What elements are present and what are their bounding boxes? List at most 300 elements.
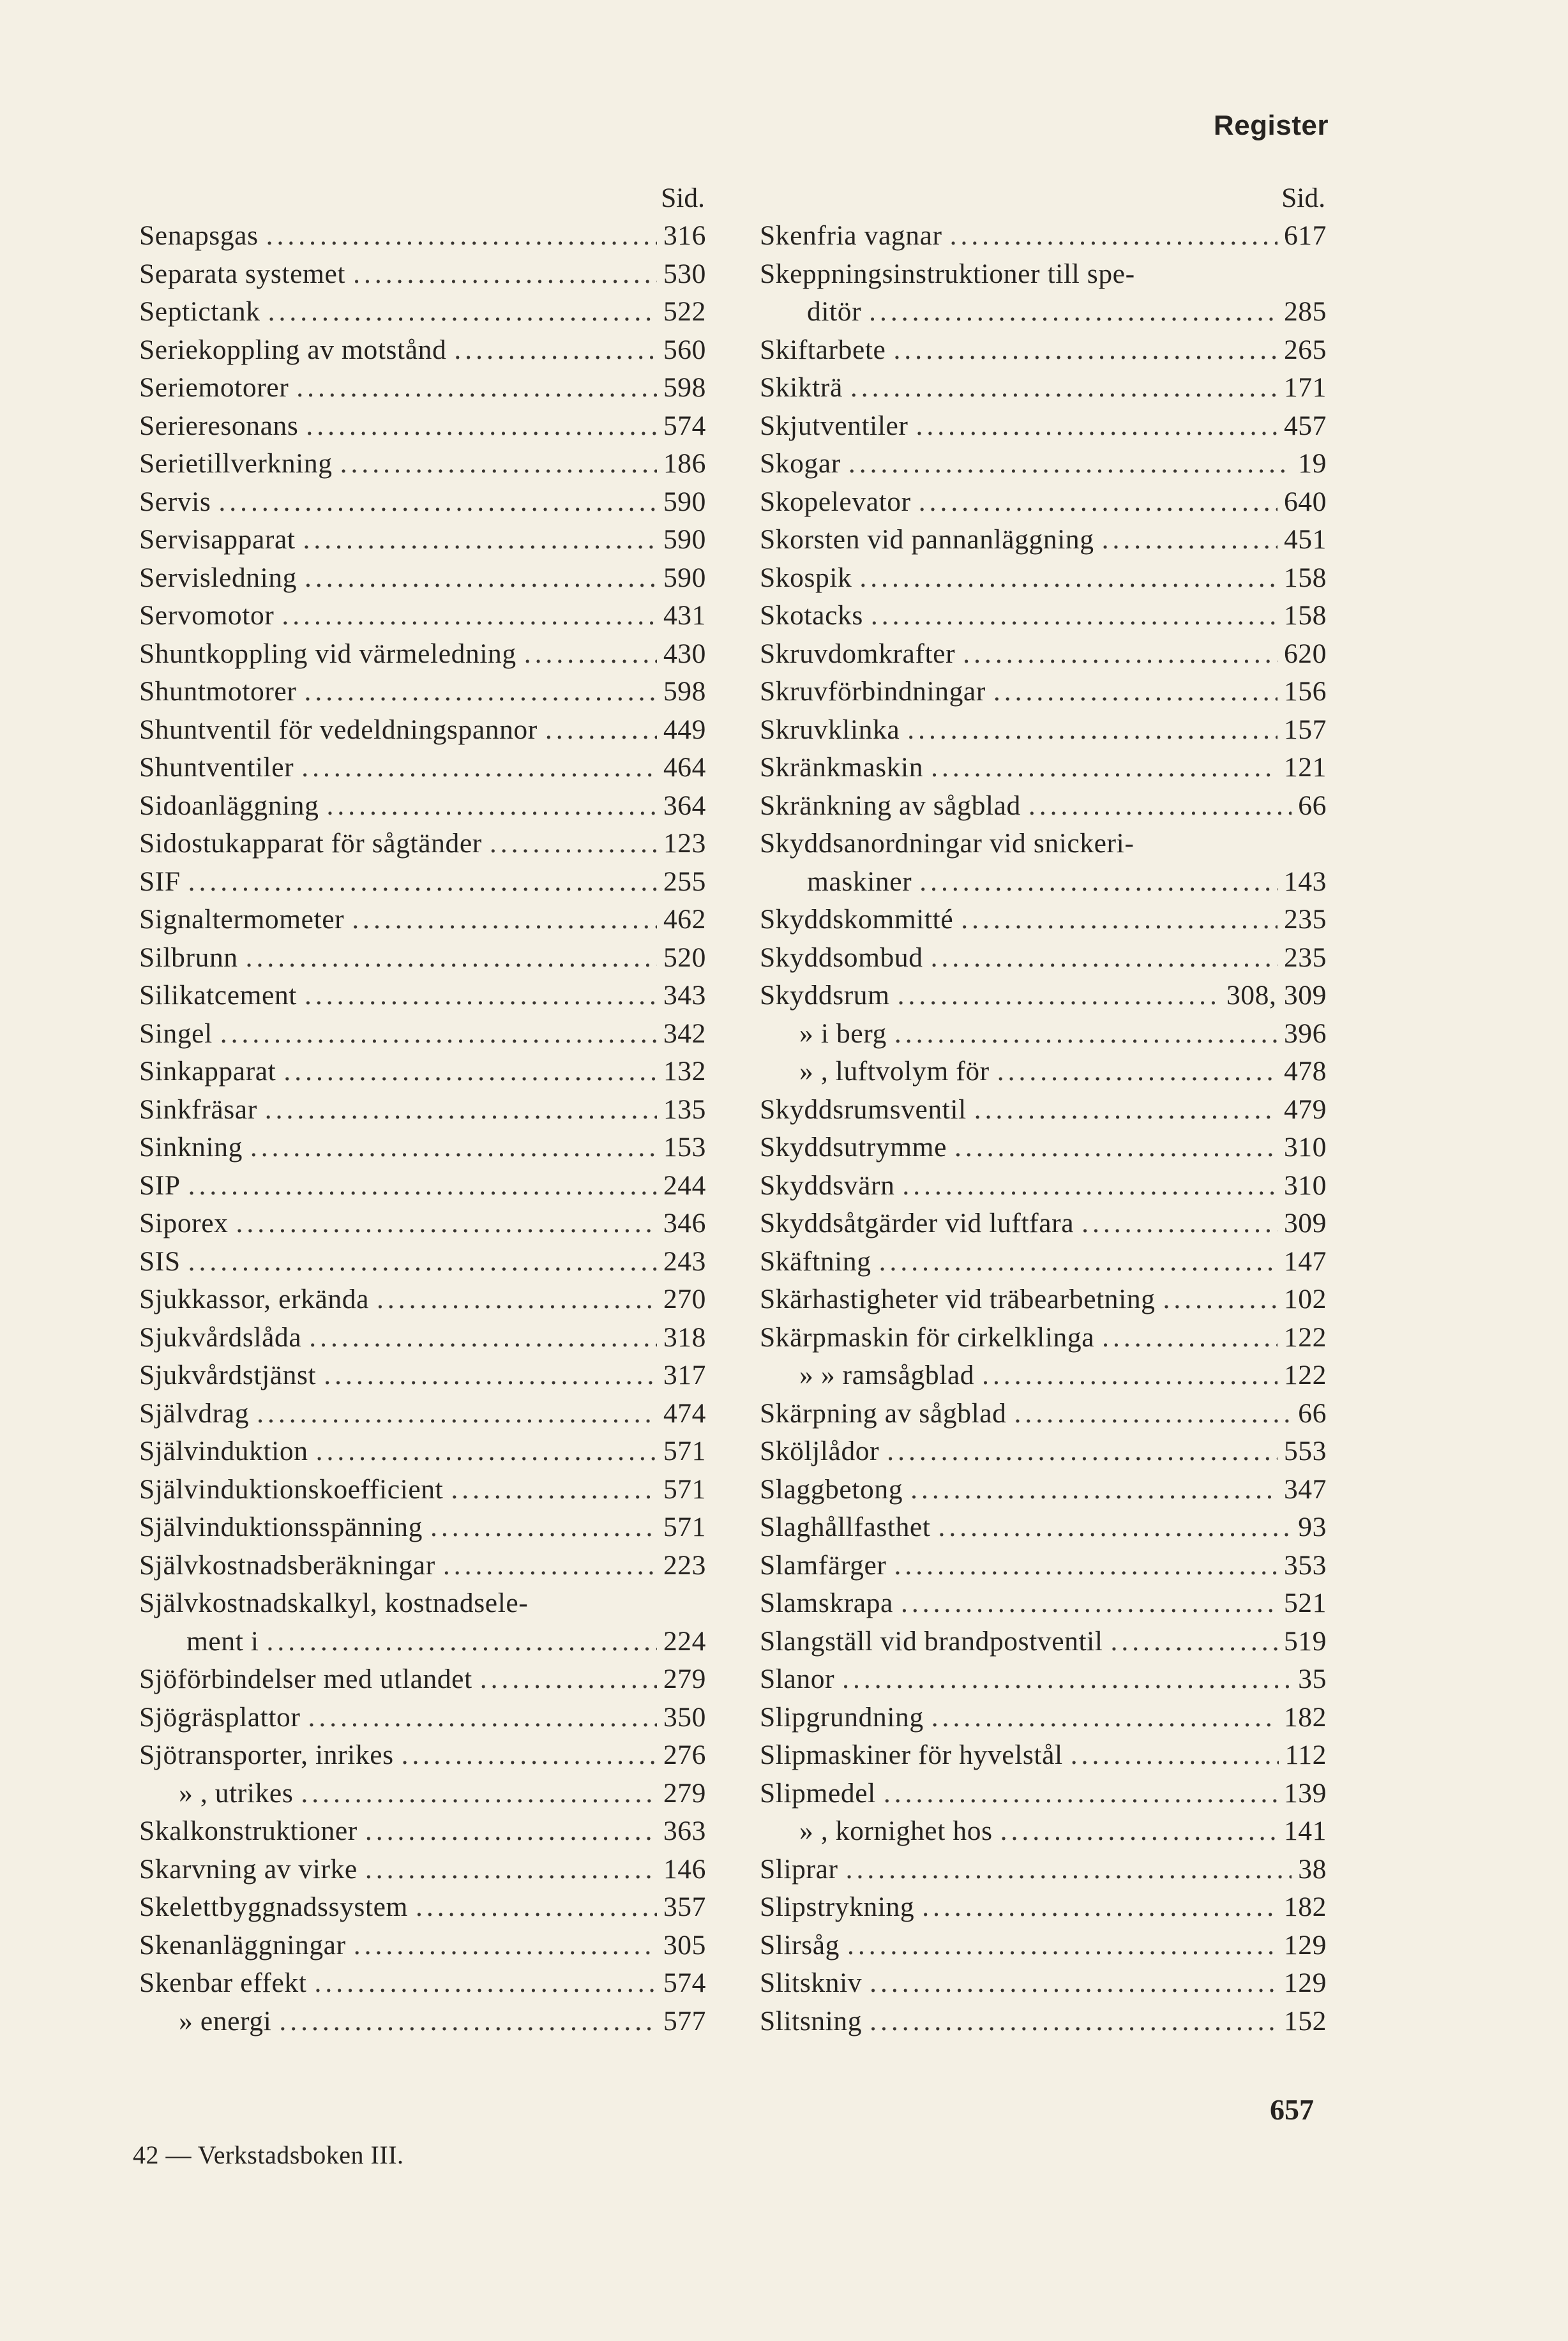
- index-entry: [139, 901, 706, 939]
- index-page-ref: 135: [663, 1094, 706, 1125]
- index-page-ref: 342: [663, 1018, 706, 1049]
- index-entry: [139, 217, 706, 255]
- index-entry: [760, 1357, 1327, 1395]
- index-term: Slitsning: [760, 2005, 863, 2036]
- dot-leader: [871, 597, 1278, 635]
- index-page-ref: 530: [663, 258, 706, 289]
- index-entry: [139, 1927, 706, 1965]
- index-term: Slipmaskiner för hyvelstål: [760, 1740, 1063, 1770]
- index-entry: [139, 1281, 706, 1319]
- index-page-ref: 153: [663, 1132, 706, 1163]
- index-entry: [760, 1433, 1327, 1471]
- index-term: » energi: [179, 2005, 272, 2036]
- index-page-ref: 316: [663, 220, 706, 251]
- dot-leader: [282, 597, 657, 635]
- index-entry: [139, 369, 706, 407]
- index-term: Slipmedel: [760, 1777, 876, 1809]
- dot-leader: [931, 749, 1278, 787]
- index-entry: [139, 597, 706, 635]
- dot-leader: [326, 787, 656, 825]
- index-entry: [760, 1623, 1327, 1661]
- index-entry: [760, 1964, 1327, 2003]
- index-entry: [139, 1015, 706, 1053]
- dot-leader: [1014, 1395, 1292, 1433]
- index-term: Skjutventiler: [760, 410, 908, 441]
- dot-leader: [910, 1471, 1278, 1509]
- index-entry: [760, 1243, 1327, 1281]
- dot-leader: [451, 1471, 657, 1509]
- index-term: Sinkapparat: [139, 1056, 276, 1087]
- index-term: Slanor: [760, 1664, 835, 1694]
- index-entry: [139, 1812, 706, 1851]
- dot-leader: [352, 901, 657, 939]
- index-term: Självinduktionskoefficient: [139, 1473, 444, 1505]
- index-entry: [760, 407, 1327, 446]
- index-page-ref: 243: [663, 1246, 706, 1277]
- index-entry: [760, 1319, 1327, 1357]
- index-entry: [760, 711, 1327, 749]
- dot-leader: [997, 1053, 1278, 1091]
- index-term: Skyddsrum: [760, 980, 890, 1011]
- index-term: Skalkonstruktioner: [139, 1816, 358, 1846]
- index-entry: [760, 293, 1327, 331]
- dot-leader: [963, 635, 1278, 674]
- index-page-ref: 462: [663, 904, 706, 935]
- dot-leader: [377, 1281, 657, 1319]
- dot-leader: [894, 1015, 1278, 1053]
- index-entry: [139, 1660, 706, 1699]
- index-term: Skränkning av sågblad: [760, 790, 1021, 821]
- index-term: Skyddsvärn: [760, 1170, 895, 1201]
- index-entry: [760, 1395, 1327, 1433]
- sid-label: Sid.: [661, 183, 705, 213]
- index-entry: [760, 825, 1327, 863]
- index-page-ref: 156: [1283, 676, 1327, 707]
- index-entry: [139, 1319, 706, 1357]
- index-page-ref: 186: [663, 448, 706, 479]
- dot-leader: [894, 1547, 1277, 1585]
- index-page-ref: 343: [663, 980, 706, 1011]
- index-page-ref: 474: [663, 1397, 706, 1429]
- index-term: Självinduktionsspänning: [139, 1512, 423, 1542]
- dot-leader: [308, 1699, 656, 1737]
- dot-leader: [954, 1129, 1278, 1167]
- index-page-ref: 276: [663, 1740, 706, 1770]
- index-page-ref: 560: [663, 334, 706, 365]
- dot-leader: [847, 1927, 1278, 1965]
- index-entry: [139, 483, 706, 522]
- index-term: Senapsgas: [139, 220, 259, 251]
- index-page-ref: 147: [1283, 1246, 1327, 1277]
- index-page-ref: 102: [1283, 1284, 1327, 1314]
- dot-leader: [309, 1319, 657, 1357]
- index-entry: [139, 2003, 706, 2041]
- index-entry: [760, 977, 1327, 1015]
- index-term: Siporex: [139, 1208, 229, 1238]
- index-entries: [760, 217, 1327, 2040]
- index-entry: [760, 597, 1327, 635]
- index-term: Servisapparat: [139, 524, 296, 555]
- index-term: Serieresonans: [139, 410, 299, 441]
- index-entries: [139, 217, 706, 2040]
- dot-leader: [265, 1091, 657, 1129]
- index-entry: [139, 1699, 706, 1737]
- index-term: maskiner: [807, 866, 912, 897]
- index-entry: [760, 901, 1327, 939]
- index-term: Skorsten vid pannanläggning: [760, 524, 1094, 555]
- index-entry: [139, 939, 706, 977]
- dot-leader: [901, 1585, 1278, 1623]
- sid-label: Sid.: [1281, 183, 1325, 213]
- dot-leader: [304, 673, 657, 711]
- index-entry: [139, 331, 706, 370]
- index-entry: [760, 1167, 1327, 1205]
- index-entry: [760, 1812, 1327, 1851]
- index-page-ref: 571: [663, 1512, 706, 1542]
- index-entry: [139, 1395, 706, 1433]
- index-entry: [139, 1433, 706, 1471]
- dot-leader: [993, 673, 1278, 711]
- index-entry: [760, 255, 1327, 294]
- index-page-ref: 122: [1283, 1321, 1327, 1353]
- dot-leader: [296, 369, 657, 407]
- index-entry: [760, 369, 1327, 407]
- index-page-ref: 129: [1283, 1968, 1327, 1998]
- index-term: Shuntmotorer: [139, 676, 297, 707]
- index-entry: [139, 255, 706, 294]
- dot-leader: [1029, 787, 1292, 825]
- index-term: Skäftning: [760, 1246, 871, 1277]
- index-term: Slangställ vid brandpostventil: [760, 1625, 1103, 1657]
- index-entry: [760, 217, 1327, 255]
- index-term: Skyddsutrymme: [760, 1132, 947, 1163]
- dot-leader: [1111, 1623, 1278, 1661]
- index-entry: [760, 749, 1327, 787]
- index-entry: [139, 1736, 706, 1775]
- dot-leader: [279, 2003, 657, 2041]
- dot-leader: [250, 1129, 657, 1167]
- index-term: Sjukkassor, erkända: [139, 1284, 369, 1314]
- index-page-ref: 521: [1283, 1588, 1327, 1618]
- index-page-ref: 522: [663, 296, 706, 327]
- index-page-ref: 347: [1283, 1473, 1327, 1505]
- dot-leader: [907, 711, 1278, 749]
- index-page-ref: 451: [1283, 524, 1327, 555]
- dot-leader: [950, 217, 1278, 255]
- index-entry: [760, 559, 1327, 598]
- index-entry: [760, 2003, 1327, 2041]
- dot-leader: [884, 1775, 1278, 1813]
- index-page-ref: 182: [1283, 1701, 1327, 1733]
- index-entry: [139, 407, 706, 446]
- index-page-ref: 571: [663, 1436, 706, 1466]
- index-term: Silbrunn: [139, 942, 238, 973]
- index-term: Slamfärger: [760, 1549, 887, 1581]
- index-term: Servomotor: [139, 600, 275, 631]
- index-page-ref: 35: [1298, 1664, 1327, 1694]
- index-page-ref: 66: [1298, 790, 1327, 821]
- index-page-ref: 598: [663, 676, 706, 707]
- index-entry: [139, 825, 706, 863]
- dot-leader: [267, 1623, 657, 1661]
- index-term: » , utrikes: [179, 1777, 294, 1809]
- index-term: SIS: [139, 1246, 181, 1277]
- dot-leader: [305, 559, 657, 598]
- index-term: Skelettbyggnadssystem: [139, 1892, 408, 1922]
- dot-leader: [870, 2003, 1278, 2041]
- index-term: Shuntkoppling vid värmeledning: [139, 638, 516, 669]
- index-page-ref: 279: [663, 1664, 706, 1694]
- dot-leader: [850, 369, 1278, 407]
- index-page-ref: 318: [663, 1321, 706, 1353]
- index-term: Sjöförbindelser med utlandet: [139, 1664, 472, 1694]
- dot-leader: [887, 1433, 1278, 1471]
- index-page-ref: 363: [663, 1816, 706, 1846]
- dot-leader: [524, 635, 657, 674]
- index-page-ref: 520: [663, 942, 706, 973]
- dot-leader: [416, 1888, 657, 1927]
- index-entry: [139, 1775, 706, 1813]
- index-term: SIP: [139, 1170, 181, 1201]
- dot-leader: [842, 1660, 1292, 1699]
- dot-leader: [353, 255, 657, 294]
- index-page-ref: 519: [1283, 1625, 1327, 1657]
- index-term: Slaggbetong: [760, 1473, 903, 1505]
- index-entry: [760, 1547, 1327, 1585]
- index-entry: [760, 1091, 1327, 1129]
- index-page-ref: 121: [1283, 752, 1327, 783]
- index-entry: [139, 1888, 706, 1927]
- dot-leader: [220, 1015, 657, 1053]
- index-page-ref: 143: [1283, 866, 1327, 897]
- index-term: Skyddskommitté: [760, 904, 954, 935]
- dot-leader: [916, 407, 1278, 446]
- index-term: Skopelevator: [760, 486, 911, 517]
- dot-leader: [1163, 1281, 1278, 1319]
- index-page-ref: 141: [1283, 1816, 1327, 1846]
- index-term: » i berg: [799, 1018, 887, 1049]
- index-entry: [139, 293, 706, 331]
- index-entry: [139, 1243, 706, 1281]
- dot-leader: [545, 711, 657, 749]
- index-entry: [760, 1851, 1327, 1889]
- dot-leader: [1102, 521, 1278, 559]
- index-term: Sliprar: [760, 1853, 838, 1885]
- index-page-ref: 157: [1283, 714, 1327, 745]
- index-column-right: [760, 179, 1327, 2040]
- index-term: Skruvdomkrafter: [760, 638, 956, 669]
- index-page-ref: 464: [663, 752, 706, 783]
- index-page-ref: 224: [663, 1625, 706, 1657]
- index-term: Slamskrapa: [760, 1588, 893, 1618]
- index-entry: [760, 1927, 1327, 1965]
- dot-leader: [316, 1433, 657, 1471]
- index-entry: [760, 939, 1327, 977]
- index-term: » , kornighet hos: [799, 1816, 993, 1846]
- index-page-ref: 146: [663, 1853, 706, 1885]
- index-page-ref: 112: [1285, 1740, 1327, 1770]
- index-term: Skränkmaskin: [760, 752, 924, 783]
- index-entry: [139, 1357, 706, 1395]
- index-entry: [760, 787, 1327, 825]
- index-entry: [760, 1015, 1327, 1053]
- index-term: Självkostnadskalkyl, kostnadsele-: [139, 1588, 529, 1618]
- index-page-ref: 244: [663, 1170, 706, 1201]
- index-entry: [139, 1851, 706, 1889]
- dot-leader: [301, 749, 657, 787]
- dot-leader: [931, 1699, 1278, 1737]
- index-page-ref: 310: [1283, 1170, 1327, 1201]
- index-term: Shuntventil för vedeldningspannor: [139, 714, 538, 745]
- index-page-ref: 396: [1283, 1018, 1327, 1049]
- index-page-ref: 430: [663, 638, 706, 669]
- index-page-ref: 285: [1283, 296, 1327, 327]
- index-term: SIF: [139, 866, 181, 897]
- index-term: Sjukvårdstjänst: [139, 1360, 317, 1390]
- index-term: Skyddsåtgärder vid luftfara: [760, 1208, 1074, 1238]
- index-term: ment i: [186, 1625, 259, 1657]
- dot-leader: [188, 1167, 657, 1205]
- index-term: Skikträ: [760, 372, 843, 403]
- index-page-ref: 310: [1283, 1132, 1327, 1163]
- index-term: Skruvklinka: [760, 714, 900, 745]
- index-term: ditör: [807, 296, 862, 327]
- index-term: Självinduktion: [139, 1436, 308, 1466]
- index-page-ref: 152: [1283, 2005, 1327, 2036]
- index-page-ref: 449: [663, 714, 706, 745]
- index-page-ref: 431: [663, 600, 706, 631]
- index-entry: [760, 1585, 1327, 1623]
- index-entry: [139, 1129, 706, 1167]
- dot-leader: [902, 1167, 1278, 1205]
- dot-leader: [1071, 1736, 1279, 1775]
- index-term: Seriekoppling av motstånd: [139, 334, 447, 365]
- index-entry: [760, 673, 1327, 711]
- index-entry: [139, 863, 706, 901]
- index-page-ref: 577: [663, 2005, 706, 2036]
- index-page-ref: 598: [663, 372, 706, 403]
- running-header: Register: [1213, 110, 1329, 141]
- index-term: Silikatcement: [139, 980, 297, 1011]
- index-page-ref: 574: [663, 410, 706, 441]
- dot-leader: [324, 1357, 657, 1395]
- index-page-ref: 255: [663, 866, 706, 897]
- index-term: Sjötransporter, inrikes: [139, 1740, 394, 1770]
- index-term: Sjögräsplattor: [139, 1701, 301, 1733]
- index-page-ref: 171: [1283, 372, 1327, 403]
- index-entry: [760, 521, 1327, 559]
- dot-leader: [266, 217, 657, 255]
- dot-leader: [188, 1243, 657, 1281]
- index-entry: [760, 1888, 1327, 1927]
- index-page-ref: 478: [1283, 1056, 1327, 1087]
- index-page-ref: 123: [663, 828, 706, 859]
- index-page-ref: 574: [663, 1968, 706, 1998]
- dot-leader: [919, 863, 1278, 901]
- index-page-ref: 279: [663, 1777, 706, 1809]
- index-term: Servisledning: [139, 562, 298, 593]
- dot-leader: [430, 1509, 657, 1547]
- index-page-ref: 19: [1298, 448, 1327, 479]
- dot-leader: [188, 863, 657, 901]
- page-number: 657: [1270, 2093, 1314, 2126]
- index-page-ref: 158: [1283, 600, 1327, 631]
- index-entry: [760, 1699, 1327, 1737]
- index-page-ref: 122: [1283, 1360, 1327, 1390]
- index-page-ref: 620: [1283, 638, 1327, 669]
- index-term: Skogar: [760, 448, 841, 479]
- index-entry: [760, 1471, 1327, 1509]
- dot-leader: [869, 293, 1278, 331]
- dot-leader: [340, 445, 657, 483]
- index-page-ref: 308, 309: [1226, 980, 1327, 1011]
- index-entry: [139, 1471, 706, 1509]
- index-entry: [139, 559, 706, 598]
- index-term: Sidostukapparat för sågtänder: [139, 828, 482, 859]
- dot-leader: [236, 1205, 657, 1243]
- index-term: Sidoanläggning: [139, 790, 319, 821]
- dot-leader: [898, 977, 1220, 1015]
- index-entry: [139, 445, 706, 483]
- dot-leader: [919, 483, 1278, 522]
- index-term: Skenfria vagnar: [760, 220, 942, 251]
- index-entry: [139, 711, 706, 749]
- index-entry: [139, 1585, 706, 1623]
- dot-leader: [1082, 1205, 1278, 1243]
- index-entry: [139, 1091, 706, 1129]
- index-term: Skarvning av virke: [139, 1853, 358, 1885]
- index-entry: [139, 635, 706, 674]
- index-entry: [139, 521, 706, 559]
- dot-leader: [303, 521, 657, 559]
- index-page-ref: 265: [1283, 334, 1327, 365]
- index-term: Shuntventiler: [139, 752, 294, 783]
- index-term: Skärpning av sågblad: [760, 1397, 1007, 1429]
- index-term: Serietillverkning: [139, 448, 333, 479]
- index-page-ref: 346: [663, 1208, 706, 1238]
- index-term: Slirsåg: [760, 1929, 840, 1961]
- index-entry: [139, 1509, 706, 1547]
- dot-leader: [922, 1888, 1278, 1927]
- index-page-ref: 353: [1283, 1549, 1327, 1581]
- dot-leader: [848, 445, 1292, 483]
- index-term: Slitskniv: [760, 1968, 863, 1998]
- index-page-ref: 38: [1298, 1853, 1327, 1885]
- dot-leader: [268, 293, 657, 331]
- index-page-ref: 182: [1283, 1892, 1327, 1922]
- dot-leader: [354, 1927, 657, 1965]
- index-page-ref: 139: [1283, 1777, 1327, 1809]
- index-term: Skenbar effekt: [139, 1968, 307, 1998]
- index-term: Skärhastigheter vid träbearbetning: [760, 1284, 1156, 1314]
- index-term: Skyddsanordningar vid snickeri-: [760, 828, 1135, 859]
- index-term: Slaghållfasthet: [760, 1512, 931, 1542]
- index-page-ref: 235: [1283, 942, 1327, 973]
- dot-leader: [454, 331, 657, 370]
- index-entry: [760, 1509, 1327, 1547]
- index-page-ref: 93: [1298, 1512, 1327, 1542]
- index-term: Slipstrykning: [760, 1892, 915, 1922]
- index-entry: [760, 1775, 1327, 1813]
- index-entry: [760, 445, 1327, 483]
- index-page-ref: 270: [663, 1284, 706, 1314]
- index-entry: [760, 1129, 1327, 1167]
- index-page-ref: 457: [1283, 410, 1327, 441]
- index-page-ref: 590: [663, 562, 706, 593]
- index-page-ref: 590: [663, 524, 706, 555]
- index-term: Självdrag: [139, 1397, 250, 1429]
- index-term: Skospik: [760, 562, 852, 593]
